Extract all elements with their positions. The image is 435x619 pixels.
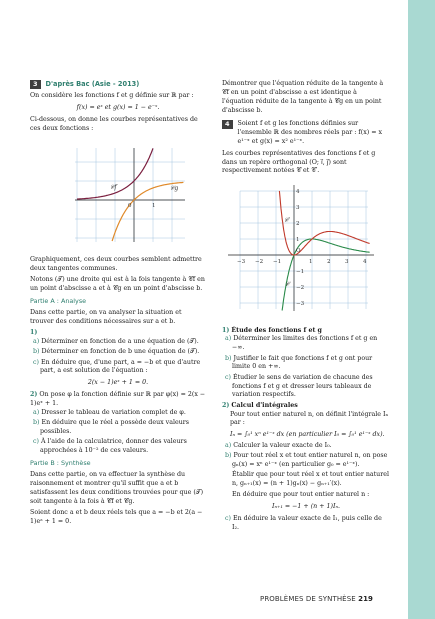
x-tick-label: −3 [237, 258, 246, 265]
page-footer [260, 595, 373, 605]
x-tick-label: 1 [309, 258, 313, 265]
page-number: 219 [358, 595, 374, 603]
q1-title: Étude des fonctions f et g [231, 326, 322, 334]
origin-label: 0 [128, 203, 132, 210]
x-tick-label: −1 [273, 258, 282, 265]
question-2: 2) On pose φ la fonction définie sur ℝ par φ(x) = 2(x − 1)eˣ + 1. a) Dresser le tableau de variation complet de φ. b) En déduire que le réel a possède deux valeurs possibles. c) À l'aide de la calculatrice, donner des valeurs approchées à 10⁻² de ces valeurs. [30, 391, 206, 455]
curves-figure [30, 140, 206, 246]
recurrence: Iₙ₊₁ = −1 + (n + 1)Iₙ. [271, 502, 341, 510]
label-c-prime: 𝒞′ [284, 216, 290, 224]
x-tick-label: 3 [345, 258, 349, 265]
graph-observation: Graphiquement, ces deux courbes semblent admettre deux tangentes communes. [30, 256, 202, 273]
label-c: 𝒞 [285, 280, 290, 288]
curves-notation: Les courbes représentatives des fonctions f et g dans un repère orthogonal (O; i⃗, j⃗) sont respectivement notées 𝒞 et 𝒞′. [222, 149, 376, 175]
y-tick-label: 4 [296, 188, 300, 195]
part-b-p1: Dans cette partie, on va effectuer la synthèse du raisonnement et montrer qu'il suffit que a et b satisfassent les deux conditions trouvées pour que (𝒯) soit tangente à la fois à 𝒞f et 𝒞g. [30, 471, 204, 506]
right-column [222, 80, 390, 534]
x-tick-label: 2 [327, 258, 331, 265]
definition-formula: f(x) = eˣ et g(x) = 1 − e⁻ˣ. [76, 104, 160, 112]
continued-question: Démontrer que l'équation réduite de la tangente à 𝒞f en un point d'abscisse a est identique à l'équation réduite de la tangente à 𝒞g en un point d'abscisse b. [222, 80, 384, 114]
y-tick-label: 2 [296, 220, 300, 227]
integral-formula: Iₙ = ∫₀¹ xⁿ e¹⁻ˣ dx (en particulier I₀ = ∫₀¹ e¹⁻ˣ dx). [230, 430, 385, 438]
q1c-text: En déduire que, d'une part, a = −b et que d'autre part, a est solution de l'équation : [40, 358, 201, 375]
q1a-text: Déterminer en fonction de a une équation de (𝒯). [41, 338, 199, 346]
exercise-3-header [30, 80, 206, 89]
page-sidebar-band [408, 0, 435, 619]
exercise-number: 3 [30, 80, 41, 89]
y-tick-label: 3 [296, 204, 300, 211]
tick-1: 1 [152, 203, 156, 210]
question-1: 1) a) Déterminer en fonction de a une équation de (𝒯). b) Déterminer en fonction de b une équation de (𝒯). c) En déduire que, d'une part, a = −b et que d'autre part, a est solution de l'équation : [30, 329, 201, 375]
exercise-4-intro: Soient f et g les fonctions définies sur l'ensemble ℝ des nombres réels par : f(x) = x e¹⁻ˣ et g(x) = x² e¹⁻ˣ. [237, 119, 383, 145]
part-b-title: Partie B : Synthèse [30, 459, 91, 468]
exercise-intro: On considère les fonctions f et g définie sur ℝ par : [30, 92, 194, 100]
q2a-text: Dresser le tableau de variation complet de φ. [41, 409, 186, 417]
exercise-4-header [222, 120, 390, 147]
exercise-number: 4 [222, 120, 233, 129]
x-tick-label: −2 [255, 258, 264, 265]
y-tick-label: −2 [296, 284, 305, 291]
y-tick-label: 1 [296, 236, 300, 243]
exercise-title: D'après Bac (Asie - 2013) [45, 80, 140, 88]
figure-intro: Ci-dessous, on donne les courbes représentatives de ces deux fonctions : [30, 116, 198, 133]
x-tick-label: 4 [363, 258, 367, 265]
label-cg: 𝒞g [170, 185, 179, 193]
q2b-text: En déduire que le réel a possède deux valeurs possibles. [40, 419, 190, 436]
q1b-text: Déterminer en fonction de b une équation de (𝒯). [41, 348, 200, 356]
q2-title: Calcul d'intégrales [231, 401, 298, 409]
part-b-p2: Soient donc a et b deux réels tels que a = −b et 2(a − 1)eᵃ + 1 = 0. [30, 509, 203, 526]
label-cf: 𝒞f [110, 184, 117, 192]
y-tick-label: −3 [296, 300, 305, 307]
left-column [30, 80, 206, 529]
footer-section: PROBLÈMES DE SYNTHÈSE [260, 595, 356, 603]
q2-intro: On pose φ la fonction définie sur ℝ par φ(x) = 2(x − 1)eˣ + 1. [30, 391, 206, 408]
curves-figure-2 [222, 183, 390, 315]
y-tick-label: −1 [296, 268, 305, 275]
equation: 2(x − 1)eˣ + 1 = 0. [87, 379, 149, 387]
tangent-notation: Notons (𝒯) une droite qui est à la fois tangente à 𝒞f en un point d'abscisse a et à 𝒞g en un point d'abscisse b. [30, 276, 205, 293]
ex4-question-1: 1) Étude des fonctions f et g a) Déterminer les limites des fonctions f et g en −∞. b) Justifier le fait que fonctions f et g ont pour limite 0 en +∞. c) Étudier le sens de variation de chacune des fonctions f et g et dresser leurs tableaux de variation respectifs. [222, 326, 378, 399]
q2c-text: À l'aide de la calculatrice, donner des valeurs approchées à 10⁻² de ces valeurs. [40, 438, 187, 455]
origin-label: O [296, 247, 301, 254]
part-a-intro: Dans cette partie, on va analyser la situation et trouver des conditions nécessaires sur a et b. [30, 309, 182, 326]
part-a-title: Partie A : Analyse [30, 297, 87, 306]
ex4-question-2: 2) Calcul d'intégrales Pour tout entier naturel n, on définit l'intégrale Iₙ par : Iₙ = ∫₀¹ xⁿ e¹⁻ˣ dx (en particulier I₀ = ∫₀¹ e¹⁻ˣ dx). a) Calculer la valeur exacte de I₀. b) Pour tout réel x et tout entier naturel n, on pose gₙ(x) = xⁿ e¹⁻ˣ (en particulier g₀ = e¹⁻ˣ). Établir que pour tout réel x et tout entier naturel n, gₙ₊₁(x) = (n + 1)gₙ(x) − gₙ₊₁′(x). En déduire que pour tout entier naturel n : Iₙ₊₁ = −1 + (n + 1)Iₙ. c) En déduire la valeur exacte de I₁, puis celle de I₂. [222, 401, 389, 531]
